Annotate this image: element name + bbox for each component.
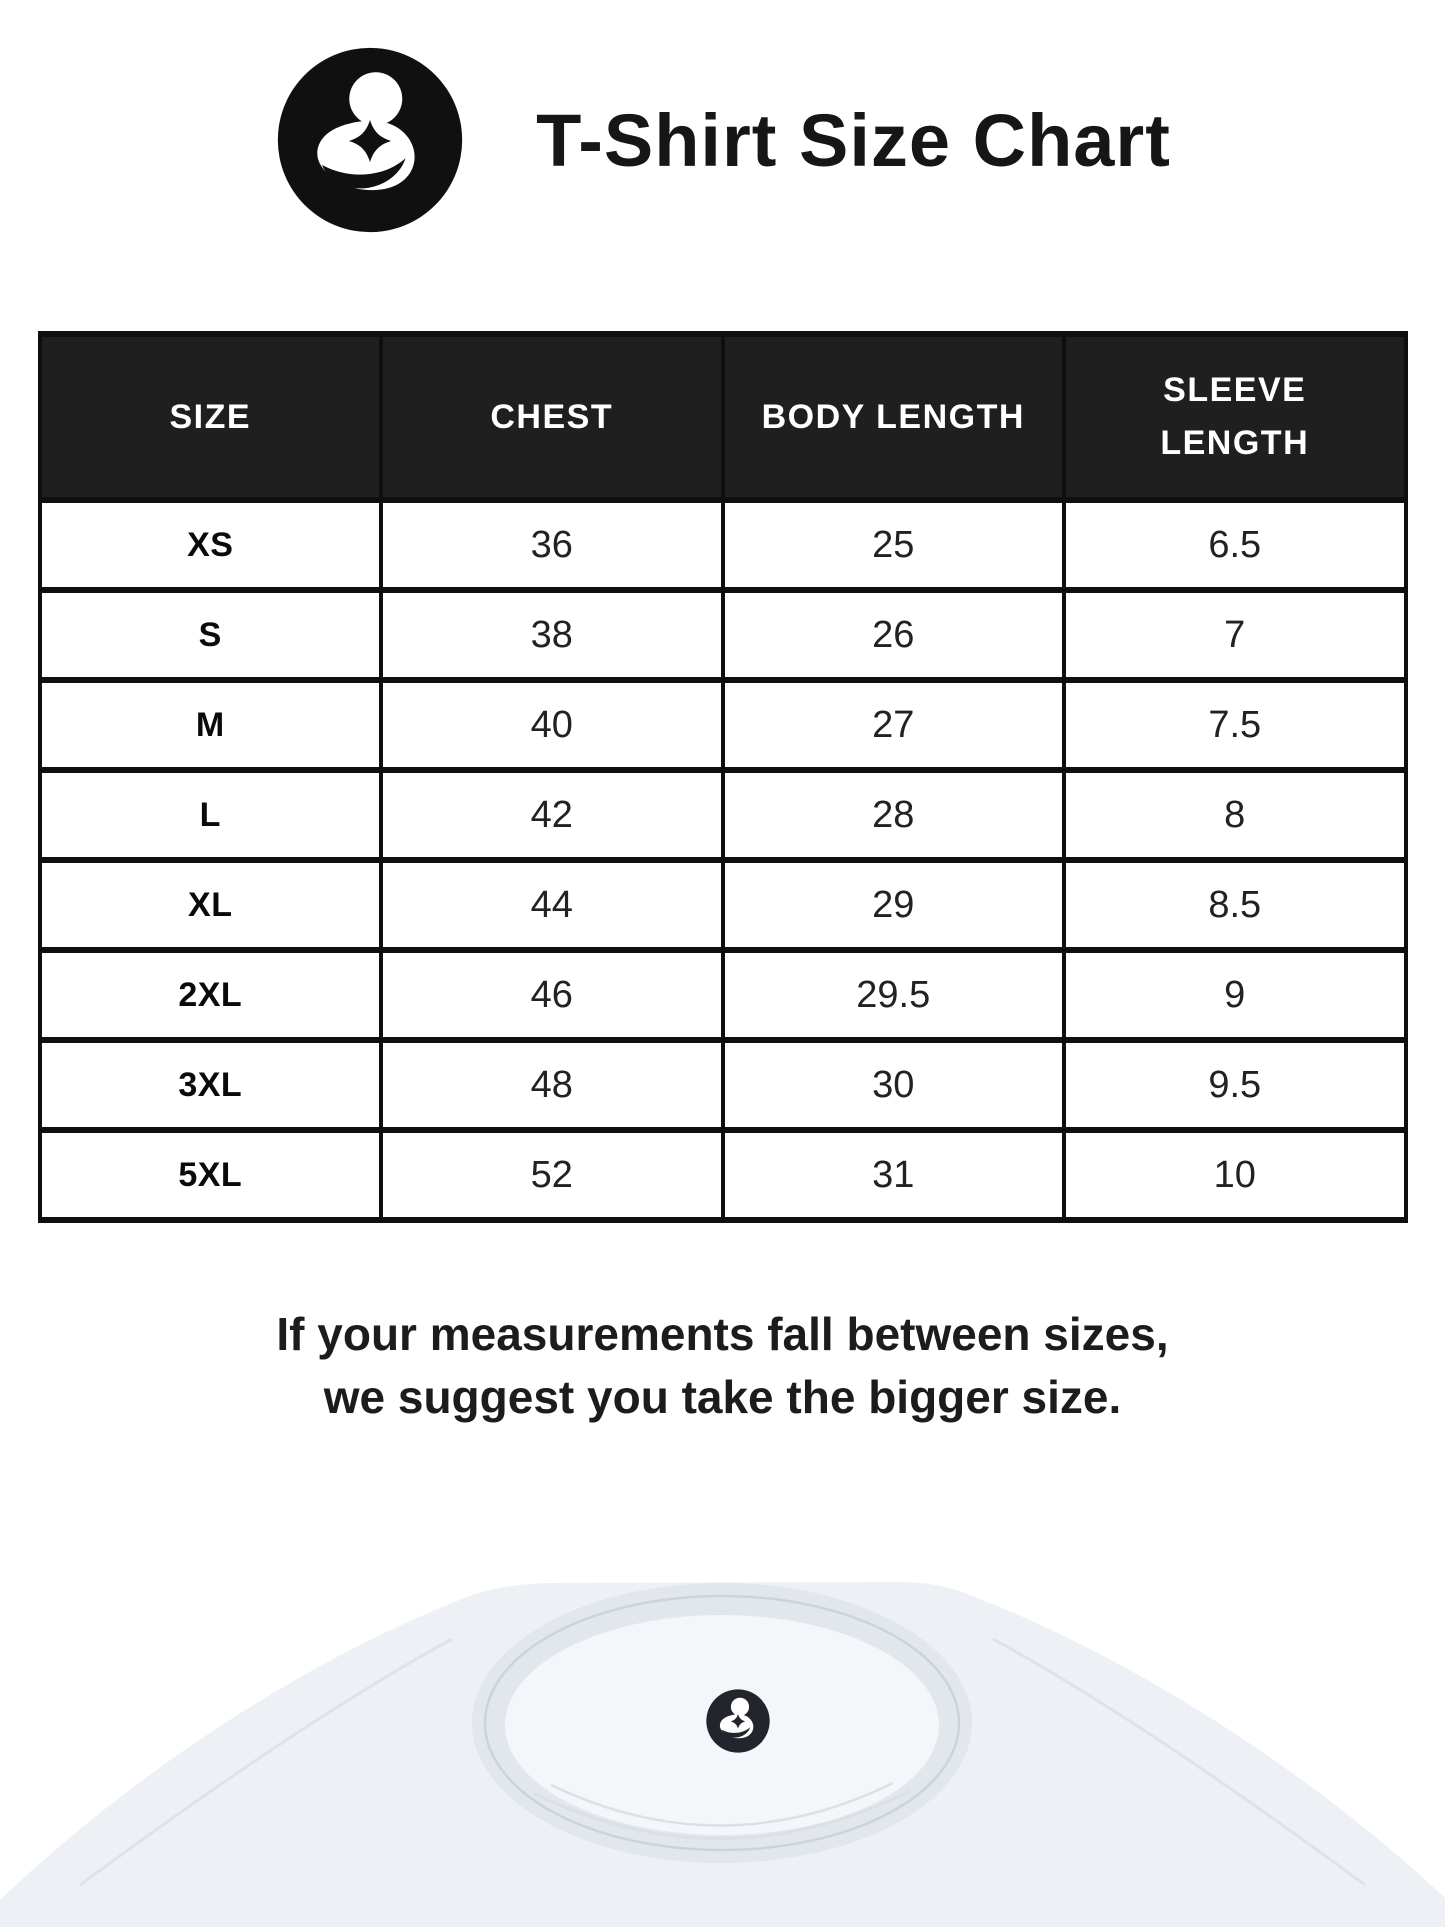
size-note-line2: we suggest you take the bigger size. (323, 1371, 1122, 1424)
body-length-cell: 26 (723, 590, 1065, 680)
sleeve-length-cell: 8.5 (1064, 860, 1406, 950)
size-cell: XL (40, 860, 382, 950)
size-note (0, 1303, 1445, 1430)
size-cell: 5XL (40, 1130, 382, 1220)
size-chart-table (38, 331, 1408, 1223)
body-length-cell: 25 (723, 500, 1065, 590)
body-length-cell: 27 (723, 680, 1065, 770)
table-row (40, 770, 1406, 860)
table-row (40, 860, 1406, 950)
body-length-cell: 28 (723, 770, 1065, 860)
sleeve-length-cell: 7.5 (1064, 680, 1406, 770)
body-length-cell: 29 (723, 860, 1065, 950)
table-header (40, 334, 1406, 500)
sleeve-length-cell: 10 (1064, 1130, 1406, 1220)
size-cell: S (40, 590, 382, 680)
sleeve-length-cell: 9 (1064, 950, 1406, 1040)
body-length-cell: 29.5 (723, 950, 1065, 1040)
size-cell: XS (40, 500, 382, 590)
column-header-body-length: BODY LENGTH (723, 334, 1065, 500)
size-cell: L (40, 770, 382, 860)
table-row (40, 1040, 1406, 1130)
column-header-sleeve-length: SLEEVE LENGTH (1064, 334, 1406, 500)
chest-cell: 36 (381, 500, 723, 590)
body-length-cell: 31 (723, 1130, 1065, 1220)
size-cell: 2XL (40, 950, 382, 1040)
chest-cell: 52 (381, 1130, 723, 1220)
sleeve-length-cell: 8 (1064, 770, 1406, 860)
table-row (40, 590, 1406, 680)
size-cell: M (40, 680, 382, 770)
sleeve-length-cell: 9.5 (1064, 1040, 1406, 1130)
table-row (40, 1130, 1406, 1220)
table-body (40, 500, 1406, 1220)
size-note-line1: If your measurements fall between sizes, (276, 1308, 1169, 1360)
chest-cell: 46 (381, 950, 723, 1040)
chest-cell: 44 (381, 860, 723, 950)
page-header (0, 0, 1445, 236)
table-row (40, 680, 1406, 770)
column-header-chest: CHEST (381, 334, 723, 500)
sleeve-length-cell: 6.5 (1064, 500, 1406, 590)
table-row (40, 950, 1406, 1040)
sleeve-length-cell: 7 (1064, 590, 1406, 680)
chest-cell: 48 (381, 1040, 723, 1130)
chest-cell: 40 (381, 680, 723, 770)
page-title: T-Shirt Size Chart (536, 98, 1171, 182)
chest-cell: 38 (381, 590, 723, 680)
chest-cell: 42 (381, 770, 723, 860)
body-length-cell: 30 (723, 1040, 1065, 1130)
neck-tag-logo-icon (706, 1689, 769, 1752)
column-header-size: SIZE (40, 334, 382, 500)
table-row (40, 500, 1406, 590)
size-cell: 3XL (40, 1040, 382, 1130)
mother-and-child-logo-icon (274, 44, 466, 236)
header-row (40, 334, 1406, 500)
tshirt-neckline-photo (0, 1555, 1445, 1927)
